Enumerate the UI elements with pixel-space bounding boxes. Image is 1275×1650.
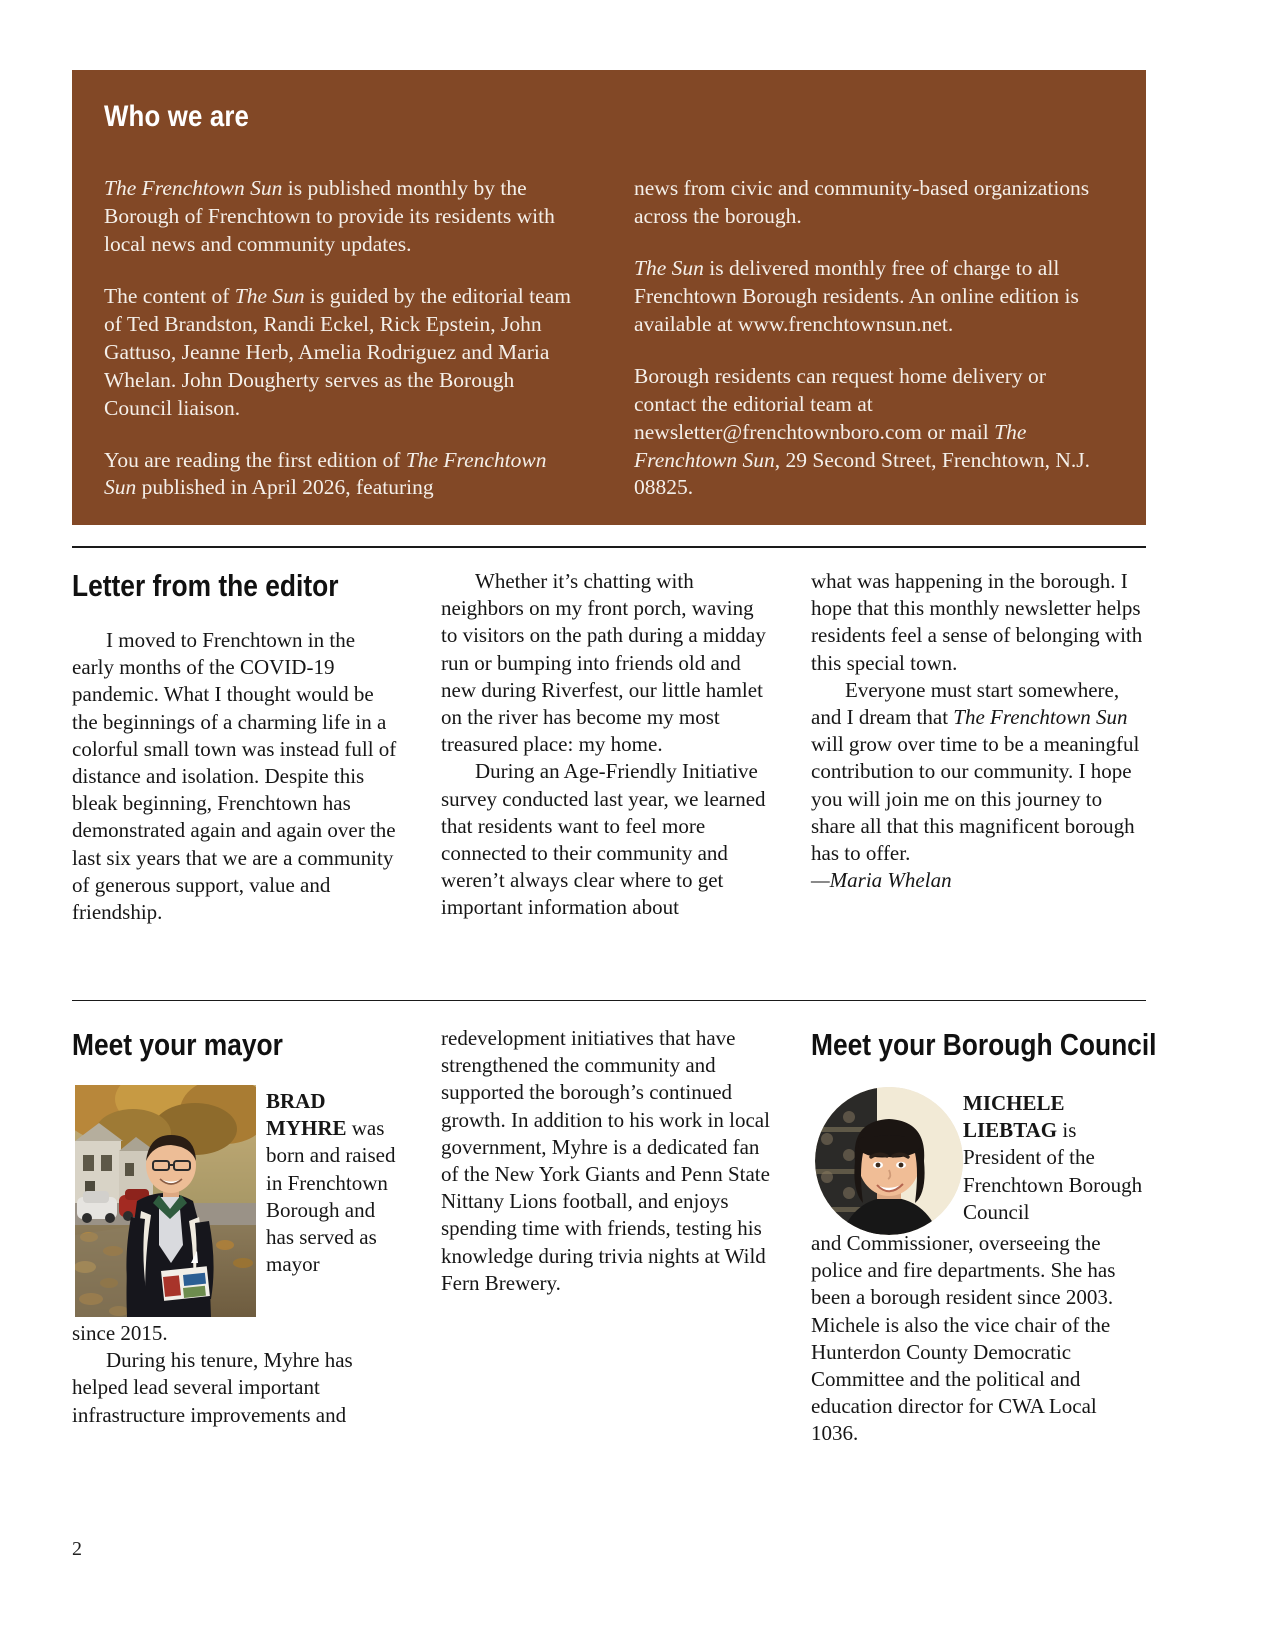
paragraph xyxy=(634,175,1104,231)
text-run: During an Age-Friendly Initiative survey conducted last year, we learned that residents want to feel more connected to their community and weren’t always clear where to get important information about xyxy=(441,759,766,920)
mayor-photo xyxy=(75,1085,256,1317)
text-run: is President of the Frenchtown Borough Council xyxy=(963,1118,1143,1224)
text-run: was born and raised in Frenchtown Borough and has served as mayor xyxy=(266,1116,396,1277)
italic-run: —Maria Whelan xyxy=(811,868,952,893)
who-we-are-columns xyxy=(104,175,1104,502)
letter-column-3 xyxy=(811,568,1146,894)
text-run: , 29 Second Street, Frenchtown, N.J. 08825. xyxy=(634,447,1091,500)
letter-column-1 xyxy=(72,627,402,926)
text-run: redevelopment initiatives that have strengthened the community and supported the borough’s continued growth. In addition to his work in local government, Myhre is a dedicated fan of the New York Giants and Penn State Nittany Lions football, and enjoys spending time with friends, testing his knowledge during trivia nights at Wild Fern Brewery. xyxy=(441,1026,770,1295)
bold-run: MICHELE LIEBTAG xyxy=(963,1091,1065,1143)
who-we-are-right-column xyxy=(634,175,1104,502)
text-run: You are reading the first edition of xyxy=(104,447,406,472)
paragraph xyxy=(72,1347,403,1429)
text-run: will grow over time to be a meaningful contribution to our community. I hope you will join me on this journey to share all that this magnificent borough has to offer. xyxy=(811,732,1140,865)
bold-run: BRAD MYHRE xyxy=(266,1089,347,1141)
text-run: what was happening in the borough. I hope that this monthly newsletter helps residents feel a sense of belonging with this special town. xyxy=(811,569,1143,675)
italic-run: The Sun xyxy=(234,283,305,308)
page-number: 2 xyxy=(72,1538,82,1560)
paragraph xyxy=(634,255,1104,339)
italic-run: The Sun xyxy=(634,255,704,280)
council-photo-illustration xyxy=(815,1087,963,1235)
mayor-column-2 xyxy=(441,1025,771,1297)
italic-run: The Frenchtown Sun xyxy=(104,176,283,200)
text-run: published in April 2026, featuring xyxy=(136,475,434,500)
text-run: Everyone must start somewhere, and I dream that xyxy=(811,677,1120,729)
paragraph xyxy=(104,283,574,423)
italic-run: The Frenchtown Sun xyxy=(953,704,1128,729)
paragraph xyxy=(104,175,574,259)
mayor-heading: Meet your mayor xyxy=(72,1027,283,1062)
who-we-are-left-column xyxy=(104,175,574,502)
divider-above-letter xyxy=(72,546,1146,548)
paragraph xyxy=(963,1090,1148,1226)
council-photo xyxy=(815,1087,963,1235)
italic-run: The Frenchtown Sun xyxy=(104,447,547,500)
paragraph xyxy=(811,1230,1147,1448)
council-heading: Meet your Borough Council xyxy=(811,1027,1157,1062)
paragraph xyxy=(441,758,771,921)
text-run: news from civic and community-based organizations across the borough. xyxy=(634,176,1090,228)
paragraph xyxy=(104,447,574,503)
who-we-are-panel xyxy=(72,70,1146,525)
text-run: is delivered monthly free of charge to all Frenchtown Borough residents. An online edition is available at www.frenchtownsun.net. xyxy=(634,255,1079,336)
text-run: and Commissioner, overseeing the police and fire departments. She has been a borough resident since 2003. Michele is also the vice chair of the Hunterdon County Democratic Committee and the political and education director for CWA Local 1036. xyxy=(811,1231,1116,1446)
letter-heading: Letter from the editor xyxy=(72,568,339,603)
who-we-are-title: Who we are xyxy=(104,100,250,133)
text-run: is guided by the editorial team of Ted Brandston, Randi Eckel, Rick Epstein, John Gattuso, Jeanne Herb, Amelia Rodriguez and Maria Whelan. John Dougherty serves as the Borough Council liaison. xyxy=(104,283,571,420)
council-bio-continued xyxy=(811,1230,1147,1448)
paragraph xyxy=(811,568,1146,677)
paragraph xyxy=(72,1320,403,1347)
text-run: is published monthly by the Borough of Frenchtown to provide its residents with local news and community updates. xyxy=(104,176,555,256)
text-run: Whether it’s chatting with neighbors on my front porch, waving to visitors on the path during a midday run or bumping into friends old and new during Riverfest, our little hamlet on the river has become my most treasured place: my home. xyxy=(441,569,766,757)
paragraph xyxy=(441,1025,771,1297)
text-run: I moved to Frenchtown in the early months of the COVID-19 pandemic. What I thought would be the beginnings of a charming life in a colorful small town was instead full of distance and isolation. Despite this bleak beginning, Frenchtown has demonstrated again and again over the last six years that we are a community of generous support, value and friendship. xyxy=(72,628,397,924)
paragraph xyxy=(266,1088,403,1278)
council-bio-wrap-text xyxy=(963,1090,1148,1226)
mayor-bio-continued xyxy=(72,1320,403,1429)
paragraph xyxy=(811,677,1146,867)
letter-column-2 xyxy=(441,568,771,921)
text-run: The content of xyxy=(104,283,235,308)
mayor-bio-wrap-text xyxy=(266,1088,403,1278)
text-run: since 2015. xyxy=(72,1321,168,1345)
paragraph xyxy=(634,363,1104,503)
italic-run: The Frenchtown Sun xyxy=(634,419,1027,472)
paragraph xyxy=(72,627,402,926)
text-run: During his tenure, Myhre has helped lead several important infrastructure improvements and xyxy=(72,1348,353,1427)
divider-above-mayor xyxy=(72,1000,1146,1001)
paragraph xyxy=(441,568,771,758)
text-run: Borough residents can request home delivery or contact the editorial team at newsletter@frenchtownboro.com or mail xyxy=(634,363,1046,444)
paragraph xyxy=(811,867,1146,894)
mayor-photo-illustration xyxy=(75,1085,256,1317)
